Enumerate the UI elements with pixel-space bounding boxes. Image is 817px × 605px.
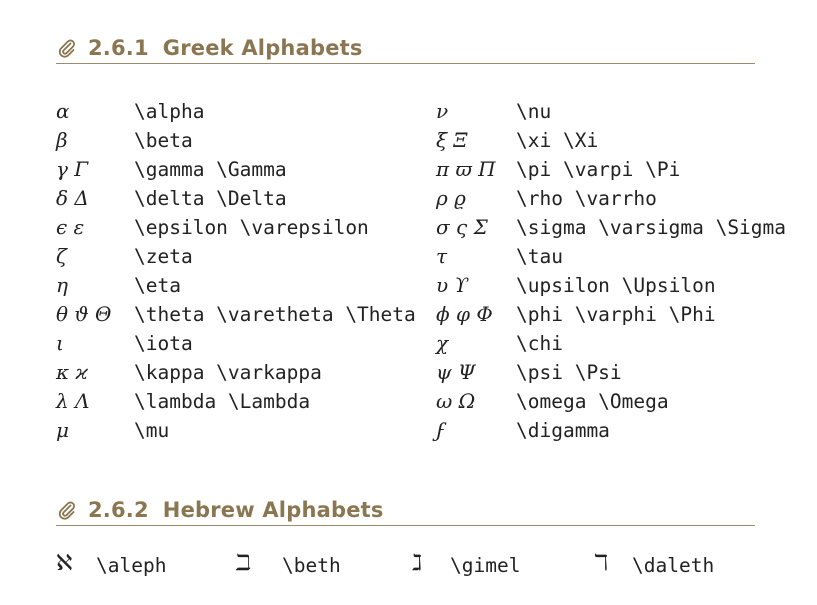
latex-command: \epsilon \varepsilon [134,216,369,239]
latex-command: \theta \varetheta \Theta [134,303,416,326]
greek-symbol: κ ϰ [56,360,88,384]
greek-symbol: η [56,273,68,297]
latex-command: \mu [134,419,170,442]
section-number: 2.6.1 [88,36,149,60]
latex-command: \sigma \varsigma \Sigma [516,216,787,239]
latex-command: \beta [134,129,193,152]
hebrew-symbol: ℷ [412,551,423,576]
latex-command: \phi \varphi \Phi [516,303,716,326]
greek-symbol: γ Γ [56,157,89,181]
hebrew-command: \aleph [96,554,167,577]
greek-symbol: π ϖ Π [436,157,496,181]
latex-command: \lambda \Lambda [134,390,311,413]
section-title: Greek Alphabets [162,36,363,60]
section-number: 2.6.2 [88,498,149,522]
greek-symbol: ϝ [436,418,446,442]
greek-symbol: μ [56,418,69,442]
latex-command: \eta [134,274,181,297]
greek-symbol: δ Δ [56,186,89,210]
greek-symbol: ρ ϱ [436,186,466,210]
greek-symbol: υ ϒ [436,273,469,297]
greek-symbol: ν [436,99,449,123]
latex-command: \pi \varpi \Pi [516,158,681,181]
latex-command: \digamma [516,419,610,442]
latex-command: \zeta [134,245,193,268]
latex-command: \upsilon \Upsilon [516,274,716,297]
latex-command: \omega \Omega [516,390,669,413]
greek-symbol: σ ς Σ [436,215,488,239]
paperclip-icon [56,37,78,59]
hebrew-symbol: ℶ [236,551,251,576]
section-heading-hebrew [56,495,755,526]
hebrew-symbol: ℸ [594,551,609,576]
latex-command: \gamma \Gamma [134,158,287,181]
hebrew-alphabet-row [0,553,817,582]
latex-command: \iota [134,332,193,355]
greek-symbol: λ Λ [56,389,90,413]
greek-symbol: β [56,128,68,152]
latex-command: \chi [516,332,563,355]
latex-command: \nu [516,100,552,123]
latex-command: \delta \Delta [134,187,287,210]
hebrew-symbol: ℵ [56,551,73,576]
hebrew-command: \gimel [450,554,521,577]
section-heading-greek [56,33,755,64]
greek-symbol: ϕ φ Φ [436,302,493,326]
latex-command: \rho \varrho [516,187,657,210]
hebrew-command: \beth [282,554,341,577]
latex-command: \tau [516,245,563,268]
greek-symbol: ω Ω [436,389,476,413]
greek-symbol: θ ϑ Θ [56,302,112,326]
greek-symbol: τ [436,244,448,268]
greek-symbol: α [56,99,70,123]
latex-command: \kappa \varkappa [134,361,322,384]
section-title: Hebrew Alphabets [162,498,384,522]
greek-symbol: ξ Ξ [436,128,468,152]
greek-symbol: χ [436,331,449,355]
hebrew-command: \daleth [632,554,715,577]
greek-symbol: ϵ ε [56,215,85,239]
latex-command: \alpha [134,100,205,123]
latex-command: \xi \Xi [516,129,599,152]
greek-symbol: ψ Ψ [436,360,476,384]
latex-command: \psi \Psi [516,361,622,384]
greek-symbol: ζ [56,244,67,268]
greek-symbol: ι [56,331,64,355]
paperclip-icon [56,499,78,521]
